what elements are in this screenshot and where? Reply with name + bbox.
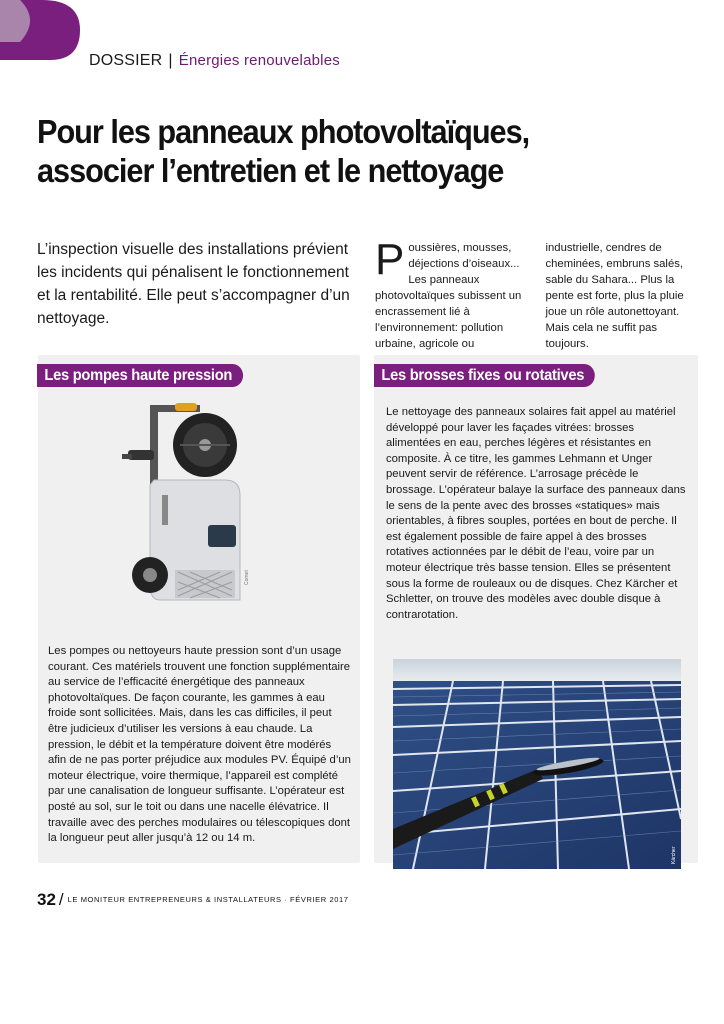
footer-slash: / xyxy=(58,890,64,909)
title-line-2: associer l’entretien et le nettoyage xyxy=(37,152,504,189)
box-pumps-text: Les pompes ou nettoyeurs haute pression sont d’un usage courant. Ces matériels trouvent une fonction supplémentaire au service de l’efficacité énergétique des panneaux photovoltaïques. De façon courante, les gammes à eau froide sont sollicitées. Mais, dans les cas difficiles, il peut être judicieux d’utiliser les versions à eau chaude. La pression, le débit et la température doivent être modérés afin de ne pas porter préjudice aux modules PV. Équipé d’un moteur électrique, voire thermique, l’appareil est complété par une canalisation de longueur suffisante. L’opérateur est posté au sol, sur le toit ou dans une nacelle élévatrice. Il travaille avec des perches modulaires ou télescopiques dont la longueur peut aller jusqu’à 12 ou 14 m. xyxy=(48,645,351,845)
page-footer xyxy=(37,890,349,910)
solar-panel-cleaning-image xyxy=(393,659,681,869)
page-number: 32 xyxy=(37,890,56,909)
brush-image-credit: Kärcher xyxy=(671,846,677,864)
corner-tab-decoration xyxy=(0,0,80,60)
section-topic: Énergies renouvelables xyxy=(178,52,340,69)
dropcap: P xyxy=(375,235,405,284)
intro-text: oussières, mousses, déjections d’oiseaux... Les panneaux photovoltaïques subissent un encrassement lié à l’environnement: pollution urbaine, agricole ou industrielle, cendres de cheminées, embruns salés, sable du Sahara... Plus la pente est forte, plus la pluie joue un rôle autonettoyant. Mais cela ne suffit pas toujours. xyxy=(375,242,684,350)
article-lead: L’inspection visuelle des installations prévient les incidents qui pénalisent le fonctionnement et la rentabilité. Elle peut s’accompagner d’un nettoyage. xyxy=(37,241,350,327)
section-label: DOSSIER xyxy=(89,52,163,69)
section-separator: | xyxy=(168,52,173,69)
box-brushes-text: Le nettoyage des panneaux solaires fait appel au matériel développé pour laver les façades vitrées: brosses alimentées en eau, perches légères et résistantes en composite. À ce titre, les gammes Lehmann et Unger peuvent servir de référence. L’arrosage précède le brossage. L’opérateur balaye la surface des panneaux dans le sens de la pente avec des brosses «statiques» mais orientables, à fibres souples, portées en bout de perche. Il est également possible de faire appel à des brosses rotatives actionnées par le débit de l’eau, voire par un moteur électrique très basse tension. Elles se présentent sous la forme de rouleaux ou de disques. Chez Kärcher et Schletter, on trouve des modèles avec double disque à contrarotation. xyxy=(386,406,686,621)
box-pumps-tag: Les pompes haute pression xyxy=(37,364,243,387)
section-heading xyxy=(89,52,340,70)
article-title xyxy=(37,112,651,190)
title-line-1: Pour les panneaux photovoltaïques, xyxy=(37,113,530,150)
box-brushes-tag: Les brosses fixes ou rotatives xyxy=(374,364,595,387)
magazine-name: LE MONITEUR ENTREPRENEURS & INSTALLATEURS · FÉVRIER 2017 xyxy=(67,895,349,904)
article-intro xyxy=(375,235,700,352)
pump-image-credit: Comet xyxy=(244,570,250,585)
pressure-washer-image xyxy=(120,400,260,620)
